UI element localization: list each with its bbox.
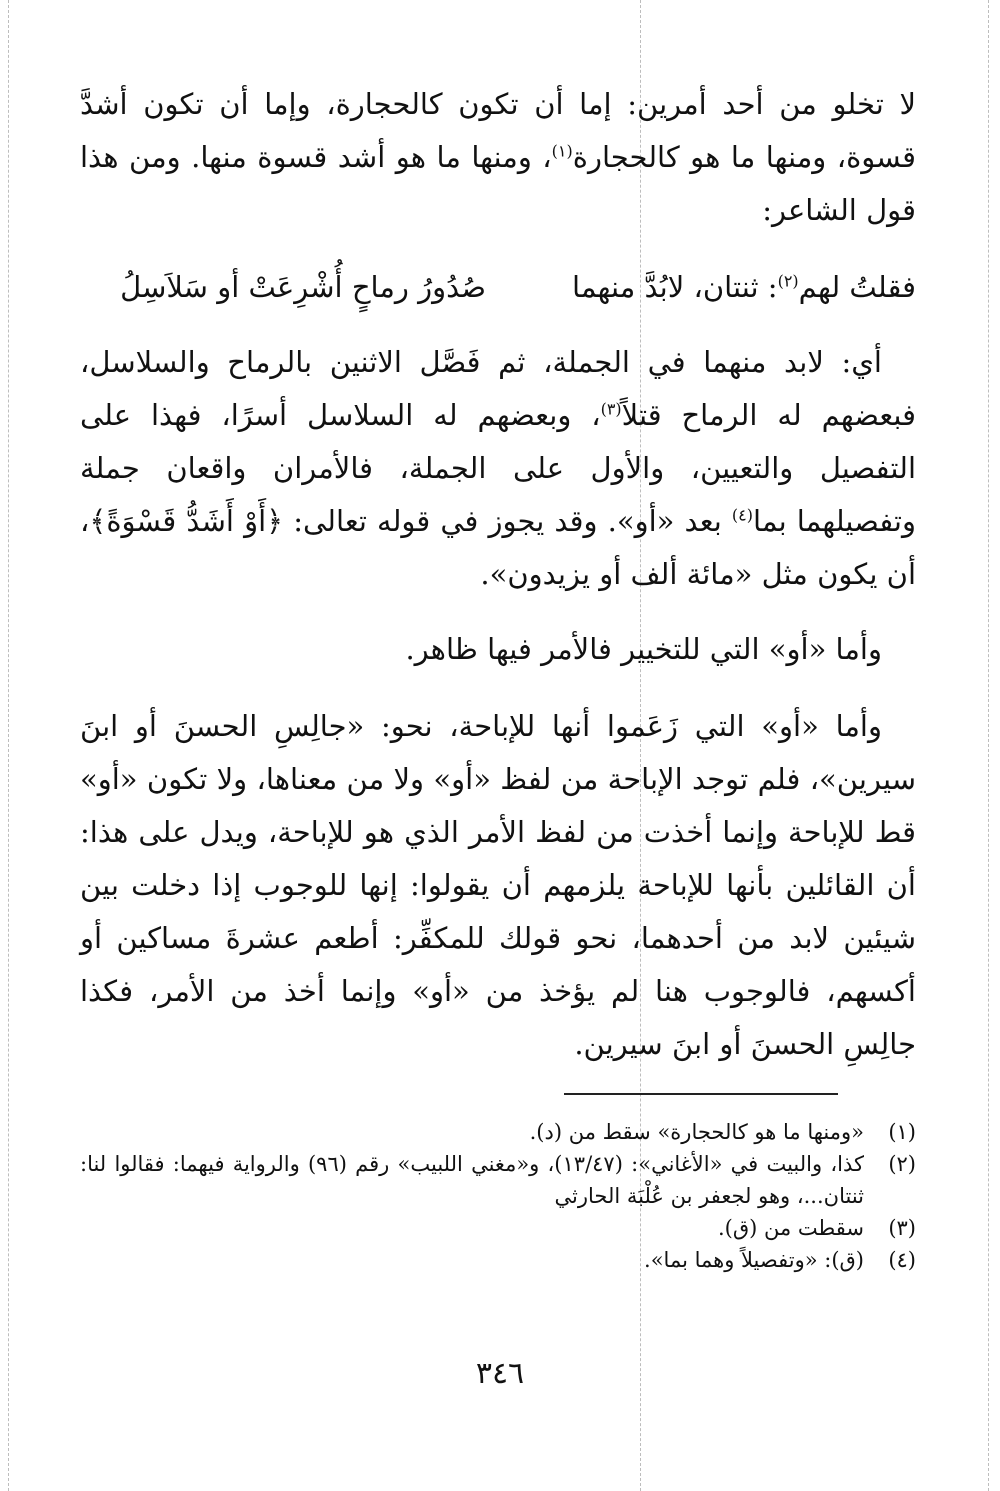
footnote-text: سقطت من (ق). xyxy=(717,1216,864,1240)
footnote-2 xyxy=(80,1148,916,1212)
paragraph-3: وأما «أو» التي للتخيير فالأمر فيها ظاهر. xyxy=(405,632,882,666)
paragraph-2-text-c: بعد «أو». وقد يجوز في قوله تعالى: ﴿أَوْ أَشَدُّ قَسْوَةً﴾، أن يكون مثل «مائة ألف أو يزيدون». xyxy=(80,504,916,591)
footnote-text: «ومنها ما هو كالحجارة» سقط من (د). xyxy=(529,1120,864,1144)
margin-guide-left xyxy=(8,0,9,1491)
footnote-ref-2[interactable]: (٢) xyxy=(777,271,799,291)
footnote-text: (ق): «وتفصيلاً وهما بما». xyxy=(644,1248,864,1272)
footnote-ref-1[interactable]: (١) xyxy=(551,141,573,161)
poetry-verse xyxy=(80,261,916,314)
margin-guide-right xyxy=(988,0,989,1491)
page-number: ٣٤٦ xyxy=(475,1356,525,1391)
footnote-separator xyxy=(564,1093,838,1095)
verse-first-text-a: فقلتُ لهم xyxy=(798,270,916,304)
footnote-1 xyxy=(80,1116,916,1148)
footnote-text: كذا، والبيت في «الأغاني»: (١٣/٤٧)، و«مغني اللبيب» رقم (٩٦) والرواية فيهما: فقالوا لنا: ثنتان...، وهو لجعفر بن عُلْبَة الحارثي xyxy=(80,1152,864,1208)
paragraph-2 xyxy=(80,336,916,601)
paragraph-2-text-a: أي: لابد منهما في الجملة، ثم فَصَّل الاثنين بالرماح والسلاسل، فبعضهم له الرماح قتلاً xyxy=(80,345,917,432)
footnote-number: (١) xyxy=(888,1120,916,1144)
footnote-3 xyxy=(80,1212,916,1244)
verse-first-text-b: : ثنتان، لابُدَّ منهما xyxy=(571,270,778,304)
paragraph-1-text-b: ، ومنها ما هو أشد قسوة منها. ومن هذا قول الشاعر: xyxy=(80,140,916,227)
verse-second-hemistich: صُدُورُ رماحٍ أُشْرِعَتْ أو سَلاَسِلُ xyxy=(120,270,486,304)
paragraph-4: وأما «أو» التي زَعَموا أنها للإباحة، نحو: «جالِسِ الحسنَ أو ابنَ سيرين»، فلم توجد الإباحة من لفظ «أو» ولا من معناها، ولا تكون «أو» قط للإباحة وإنما أخذت من لفظ الأمر الذي هو للإباحة، ويدل على هذا: أن القائلين بأنها للإباحة يلزمهم أن يقولوا: إنها للوجوب إذا دخلت بين شيئين لابد من أحدهما، نحو قولك للمكفِّر: أطعم عشرةَ مساكين أو أكسهم، فالوجوب هنا لم يؤخذ من «أو» وإنما أخذ من الأمر، فكذا جالِسِ الحسنَ أو ابنَ سيرين. xyxy=(80,709,916,1061)
footnote-ref-3[interactable]: (٣) xyxy=(600,399,622,419)
paragraph-2-text-b: ، وبعضهم له السلاسل أسرًا، فهذا على التفصيل والتعيين، والأول على الجملة، فالأمران واقعان جملة وتفصيلهما بما xyxy=(80,398,917,538)
page-body xyxy=(80,78,916,1071)
footnote-number: (٣) xyxy=(888,1216,916,1240)
paragraph-1-text-a: لا تخلو من أحد أمرين: إما أن تكون كالحجارة، وإما أن تكون أشدَّ قسوة، ومنها ما هو كالحجارة xyxy=(80,87,916,174)
footnotes xyxy=(80,1116,916,1276)
footnote-number: (٤) xyxy=(888,1248,916,1272)
footnote-ref-4[interactable]: (٤) xyxy=(731,505,753,525)
footnote-number: (٢) xyxy=(888,1152,916,1176)
footnote-4 xyxy=(80,1244,916,1276)
paragraph-1 xyxy=(80,78,916,237)
verse-first-hemistich xyxy=(486,261,916,314)
